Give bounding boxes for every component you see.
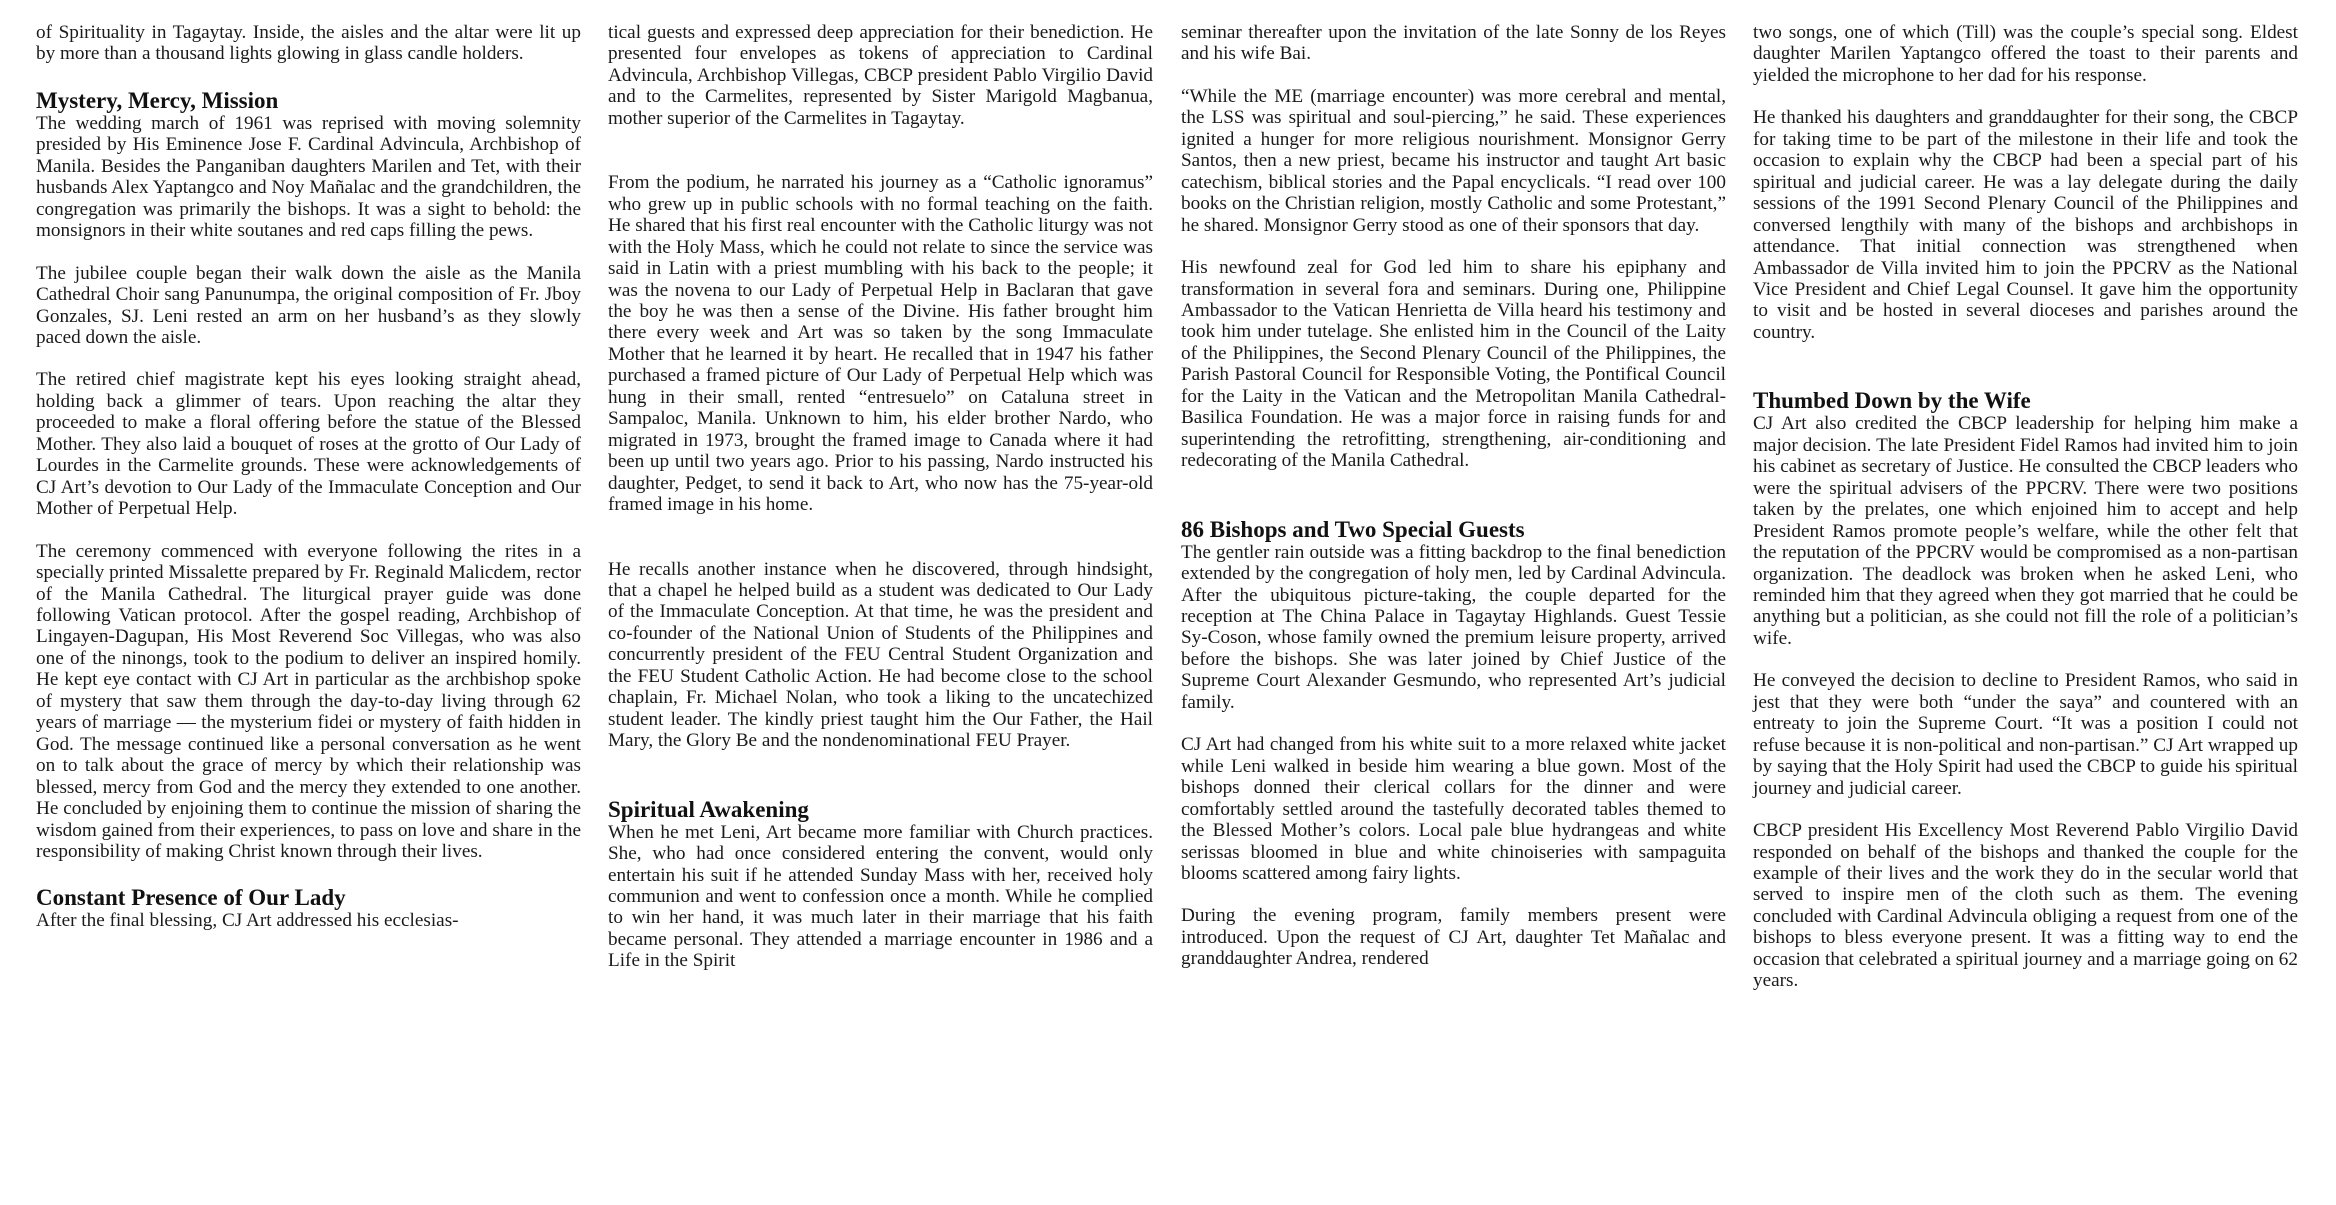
paragraph-white-jacket: CJ Art had changed from his white suit to a more relaxed white jacket while Leni walked in beside him wearing a blue gown. Most of the bishops donned their clerical collars for the dinner and were comfortably settled around the tastefully decorated tables themed to the Blessed Mother’s colors. Local pale blue hydrangeas and white serissas bloomed in blue and white chinoiseries with sampaguita blooms scattered among fairy lights. bbox=[1181, 734, 1726, 884]
paragraph-cbcp-leadership: CJ Art also credited the CBCP leadership for helping him make a major decision. The late President Fidel Ramos had invited him to join his cabinet as secretary of Justice. He consulted the CBCP leaders who were the spiritual advisers of the PPCRV. There were two positions taken by the prelates, one which enjoined him to accept and help President Ramos promote people’s welfare, while the other felt that the reputation of the PPCRV would be compromised as a non-partisan organization. The deadlock was broken when he asked Leni, who reminded him that they agreed when they got married that he could be anything but a politician, as she could not fill the role of a politician’s wife. bbox=[1753, 413, 2298, 649]
section-heading-86-bishops: 86 Bishops and Two Special Guests bbox=[1181, 516, 1525, 542]
section-heading-mystery-mercy-mission: Mystery, Mercy, Mission bbox=[36, 87, 279, 113]
article-column-4 bbox=[1753, 22, 2298, 992]
paragraph-newfound-zeal: His newfound zeal for God led him to share his epiphany and transformation in several fora and seminars. During one, Philippine Ambassador to the Vatican Henrietta de Villa heard his testimony and took him under tutelage. She enlisted him in the Council of the Laity of the Philippines, the Second Plenary Council of the Philippines, the Parish Pastoral Council for Responsible Voting, the Pontifical Council for the Laity in the Vatican and the Metropolitan Manila Cathedral-Basilica Foundation. He was a major force in raising funds for and superintending the retrofitting, strengthening, air-conditioning and redecorating of the Manila Cathedral. bbox=[1181, 257, 1726, 472]
paragraph-wedding-march: The wedding march of 1961 was reprised with moving solemnity presided by His Eminence Jose F. Cardinal Advincula, Archbishop of Manila. Besides the Panganiban daughters Marilen and Tet, with their husbands Alex Yaptangco and Noy Mañalac and the grandchildren, the congregation was primarily the bishops. It was a sight to behold: the monsignors in their white soutanes and red caps filling the pews. bbox=[36, 112, 581, 242]
paragraph-retired-chief-magistrate: The retired chief magistrate kept his eyes looking straight ahead, holding back a glimmer of tears. Upon reaching the altar they proceeded to make a floral offering before the statue of the Blessed Mother. They also laid a bouquet of roses at the grotto of Our Lady of Lourdes in the Carmelite grounds. These were acknowledgements of CJ Art’s devotion to Our Lady of the Immaculate Conception and Our Mother of Perpetual Help. bbox=[36, 369, 581, 520]
article-column-2 bbox=[608, 22, 1153, 972]
paragraph-evening-program: During the evening program, family members present were introduced. Upon the request of CJ Art, daughter Tet Mañalac and granddaughter Andrea, rendered bbox=[1181, 905, 1726, 970]
article-column-1 bbox=[36, 22, 581, 932]
paragraph-gentler-rain: The gentler rain outside was a fitting backdrop to the final benediction extended by the congregation of holy men, led by Cardinal Advincula. After the ubiquitous picture-taking, the couple departed for the reception at The China Palace in Tagaytay Highlands. Guest Tessie Sy-Coson, whose family owned the premium leisure property, arrived before the bishops. She was later joined by Chief Justice of the Supreme Court Alexander Gesmundo, who represented Art’s judicial family. bbox=[1181, 541, 1726, 713]
paragraph-two-songs: two songs, one of which (Till) was the couple’s special song. Eldest daughter Marilen Yaptangco offered the toast to their parents and yielded the microphone to her dad for his response. bbox=[1753, 22, 2298, 86]
section-heading-constant-presence: Constant Presence of Our Lady bbox=[36, 885, 346, 911]
section-heading-thumbed-down: Thumbed Down by the Wife bbox=[1753, 388, 2031, 414]
paragraph-cbcp-president-response: CBCP president His Excellency Most Reverend Pablo Virgilio David responded on behalf of the bishops and thanked the couple for the example of their lives and the work they do in the secular world that served to inspire men of the cloth such as them. The evening concluded with Cardinal Advincula obliging a request from one of the bishops to bless everyone present. It was a fitting way to end the occasion that celebrated a spiritual journey and a marriage going on 62 years. bbox=[1753, 820, 2298, 992]
paragraph-thanked-daughters: He thanked his daughters and granddaughter for their song, the CBCP for taking time to be part of the milestone in their life and took the occasion to explain why the CBCP had been a special part of his spiritual and judicial career. He was a lay delegate during the daily sessions of the 1991 Second Plenary Council of the Philippines and conversed lengthily with many of the bishops and archbishops in attendance. That initial connection was strengthened when Ambassador de Villa invited him to join the PPCRV as the National Vice President and Chief Legal Counsel. It gave him the opportunity to visit and be hosted in several dioceses and parishes around the country. bbox=[1753, 107, 2298, 343]
paragraph-final-blessing: After the final blessing, CJ Art addressed his ecclesias- bbox=[36, 910, 459, 932]
paragraph-ecclesiastical-guests: tical guests and expressed deep appreciation for their benediction. He presented four envelopes as tokens of appreciation to Cardinal Advincula, Archbishop Villegas, CBCP president Pablo Virgilio David and to the Carmelites, represented by Sister Marigold Magbanua, mother superior of the Carmelites in Tagaytay. bbox=[608, 22, 1153, 129]
paragraph-chapel-hindsight: He recalls another instance when he discovered, through hindsight, that a chapel he helped build as a student was dedicated to Our Lady of the Immaculate Conception. At that time, he was the president and co-founder of the National Union of Students of the Philippines and concurrently president of the FEU Central Student Organization and the FEU Student Catholic Action. He had become close to the school chaplain, Fr. Michael Nolan, who took a liking to the uncatechized student leader. The kindly priest taught him the Our Father, the Hail Mary, the Glory Be and the nondenominational FEU Prayer. bbox=[608, 558, 1153, 752]
paragraph-lss-seminar: seminar thereafter upon the invitation of the late Sonny de los Reyes and his wife Bai. bbox=[1181, 22, 1726, 65]
paragraph-jubilee-couple: The jubilee couple began their walk down the aisle as the Manila Cathedral Choir sang Panunumpa, the original composition of Fr. Jboy Gonzales, SJ. Leni rested an arm on her husband’s as they slowly paced down the aisle. bbox=[36, 262, 581, 348]
paragraph-marriage-encounter-quote: “While the ME (marriage encounter) was more cerebral and mental, the LSS was spiritual and soul-piercing,” he said. These experiences ignited a hunger for more religious nourishment. Monsignor Gerry Santos, then a new priest, became his instructor and taught Art basic catechism, biblical stories and the Papal encyclicals. “I read over 100 books on the Christian religion, mostly Catholic and some Protestant,” he shared. Monsignor Gerry stood as one of their sponsors that day. bbox=[1181, 85, 1726, 236]
paragraph-met-leni: When he met Leni, Art became more familiar with Church practices. She, who had once considered entering the convent, would only entertain his suit if he attended Sunday Mass with her, received holy communion and went to confession once a month. While he complied to win her hand, it was much later in their marriage that his faith became personal. They attended a marriage encounter in 1986 and a Life in the Spirit bbox=[608, 821, 1153, 972]
section-heading-spiritual-awakening: Spiritual Awakening bbox=[608, 796, 809, 822]
paragraph-catholic-ignoramus: From the podium, he narrated his journey as a “Catholic ignoramus” who grew up in public schools with no formal teaching on the faith. He shared that his first real encounter with the Catholic liturgy was not with the Holy Mass, which he could not relate to since the service was said in Latin with a priest mumbling with his back to the people; it was the novena to our Lady of Perpetual Help in Baclaran that gave the boy he was then a sense of the Divine. His father brought him there every week and Art was so taken by the song Immaculate Mother that he learned it by heart. He recalled that in 1947 his father purchased a framed picture of Our Lady of Perpetual Help which was hung in their small, rented “entresuelo” on Cataluna street in Sampaloc, Manila. Unknown to him, his elder brother Nardo, who migrated in 1973, brought the framed image to Canada where it had been up until two years ago. Prior to his passing, Nardo instructed his daughter, Pedget, to send it back to Art, who now has the 75-year-old framed image in his home. bbox=[608, 172, 1153, 516]
article-column-3 bbox=[1181, 22, 1726, 970]
paragraph-declined-ramos: He conveyed the decision to decline to President Ramos, who said in jest that they were both “under the saya” and countered with an entreaty to join the Supreme Court. “It was a position I could not refuse because it is non-political and non-partisan.” CJ Art wrapped up by saying that the Holy Spirit had used the CBCP to guide his spiritual journey and judicial career. bbox=[1753, 670, 2298, 799]
paragraph-ceremony-commenced: The ceremony commenced with everyone following the rites in a specially printed Missalette prepared by Fr. Reginald Malicdem, rector of the Manila Cathedral. The liturgical prayer guide was done following Vatican protocol. After the gospel reading, Archbishop of Lingayen-Dagupan, His Most Reverend Soc Villegas, who was also one of the ninongs, took to the podium to deliver an inspired homily. He kept eye contact with CJ Art in particular as the archbishop spoke of mystery that saw them through the day-to-day living through 62 years of marriage — the mysterium fidei or mystery of faith hidden in God. The message continued like a personal conversation as he went on to talk about the grace of mercy by which their relationship was blessed, mercy from God and the mercy they extended to one another. He concluded by enjoining them to continue the mission of sharing the wisdom gained from their experiences, to pass on love and share in the responsibility of making Christ known through their lives. bbox=[36, 540, 581, 862]
paragraph-spirituality-tagaytay: of Spirituality in Tagaytay. Inside, the aisles and the altar were lit up by more than a thousand lights glowing in glass candle holders. bbox=[36, 22, 581, 65]
